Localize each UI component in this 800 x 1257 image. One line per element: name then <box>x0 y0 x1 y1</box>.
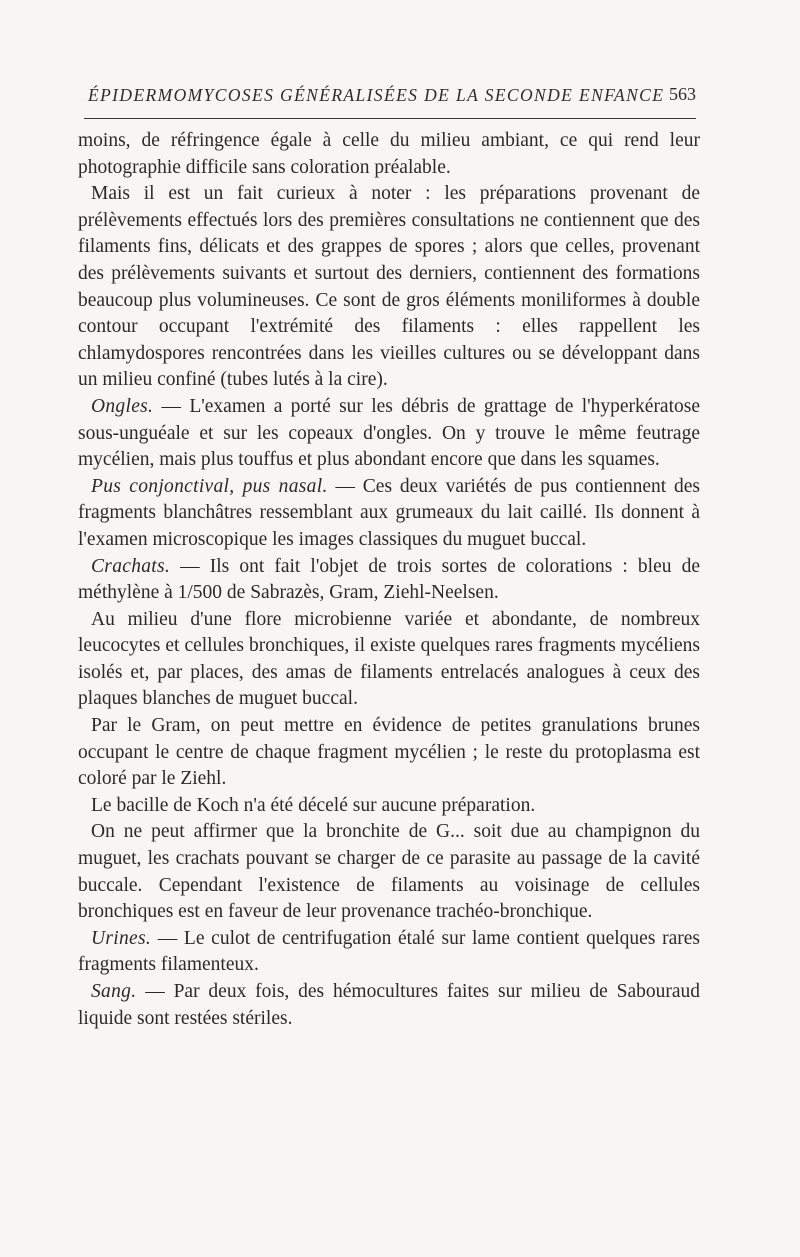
section-lead: Urines. <box>91 927 152 949</box>
paragraph-sang: Sang. — Par deux fois, des hémocultures faites sur milieu de Sabouraud liquide sont restées stériles. <box>78 981 700 1029</box>
paragraph: moins, de réfringence égale à celle du milieu ambiant, ce qui rend leur photographie difficile sans coloration préalable. <box>78 130 700 178</box>
section-lead: Crachats. <box>91 555 171 577</box>
paragraph: Mais il est un fait curieux à noter : les préparations provenant de prélèvements effectués lors des premières consultations ne contiennent que des filaments fins, délicats et des grappes de spores ; alors que celles, provenant des prélèvements suivants et surtout des derniers, contiennent des formations beaucoup plus volumineuses. Ce sont de gros éléments moniliformes à double contour occupant l'extrémité des filaments : elles rappellent les chlamydospores rencontrées dans les vieilles cultures ou se développant dans un milieu confiné (tubes lutés à la cire). <box>78 183 700 391</box>
paragraph: Par le Gram, on peut mettre en évidence de petites granulations brunes occupant le centre de chaque fragment mycélien ; le reste du protoplasma est coloré par le Ziehl. <box>78 715 700 790</box>
paragraph-crachats: Crachats. — Ils ont fait l'objet de trois sortes de colorations : bleu de méthylène à 1/500 de Sabrazès, Gram, Ziehl-Neelsen. <box>78 555 700 604</box>
paragraph: Au milieu d'une flore microbienne variée et abondante, de nombreux leucocytes et cellules bronchiques, il existe quelques rares fragments mycéliens isolés et, par places, des amas de filaments entrelacés analogues à ceux des plaques blanches de muguet buccal. <box>78 608 700 710</box>
paragraph-pus: Pus conjonctival, pus nasal. — Ces deux variétés de pus contiennent des fragments blanchâtres ressemblant aux grumeaux du lait caillé. Ils donnent à l'examen microscopique les images classiques du muguet buccal. <box>78 475 700 550</box>
paragraph: Le bacille de Koch n'a été décelé sur aucune préparation. <box>91 794 536 816</box>
paragraph-ongles: Ongles. — L'examen a porté sur les débris de grattage de l'hyperkératose sous-unguéale et sur les copeaux d'ongles. On y trouve le même feutrage mycélien, mais plus touffus et plus abondant encore que dans les squames. <box>78 395 700 471</box>
section-lead: Sang. <box>91 981 137 1002</box>
page-number: 563 <box>669 84 696 104</box>
header-rule <box>84 118 696 119</box>
section-lead: Pus conjonctival, pus nasal. <box>91 475 328 497</box>
page-header <box>80 83 696 109</box>
running-title: ÉPIDERMOMYCOSES GÉNÉRALISÉES DE LA SECONDE ENFANCE <box>88 85 665 105</box>
section-lead: Ongles. <box>91 395 154 417</box>
body-text <box>78 128 700 1032</box>
paragraph: On ne peut affirmer que la bronchite de G... soit due au champignon du muguet, les crachats pouvant se charger de ce parasite au passage de la cavité buccale. Cependant l'existence de filaments au voisinage de cellules bronchiques est en faveur de leur provenance trachéo-bronchique. <box>78 821 700 923</box>
paragraph-urines: Urines. — Le culot de centrifugation étalé sur lame contient quelques rares fragments filamenteux. <box>78 927 700 976</box>
